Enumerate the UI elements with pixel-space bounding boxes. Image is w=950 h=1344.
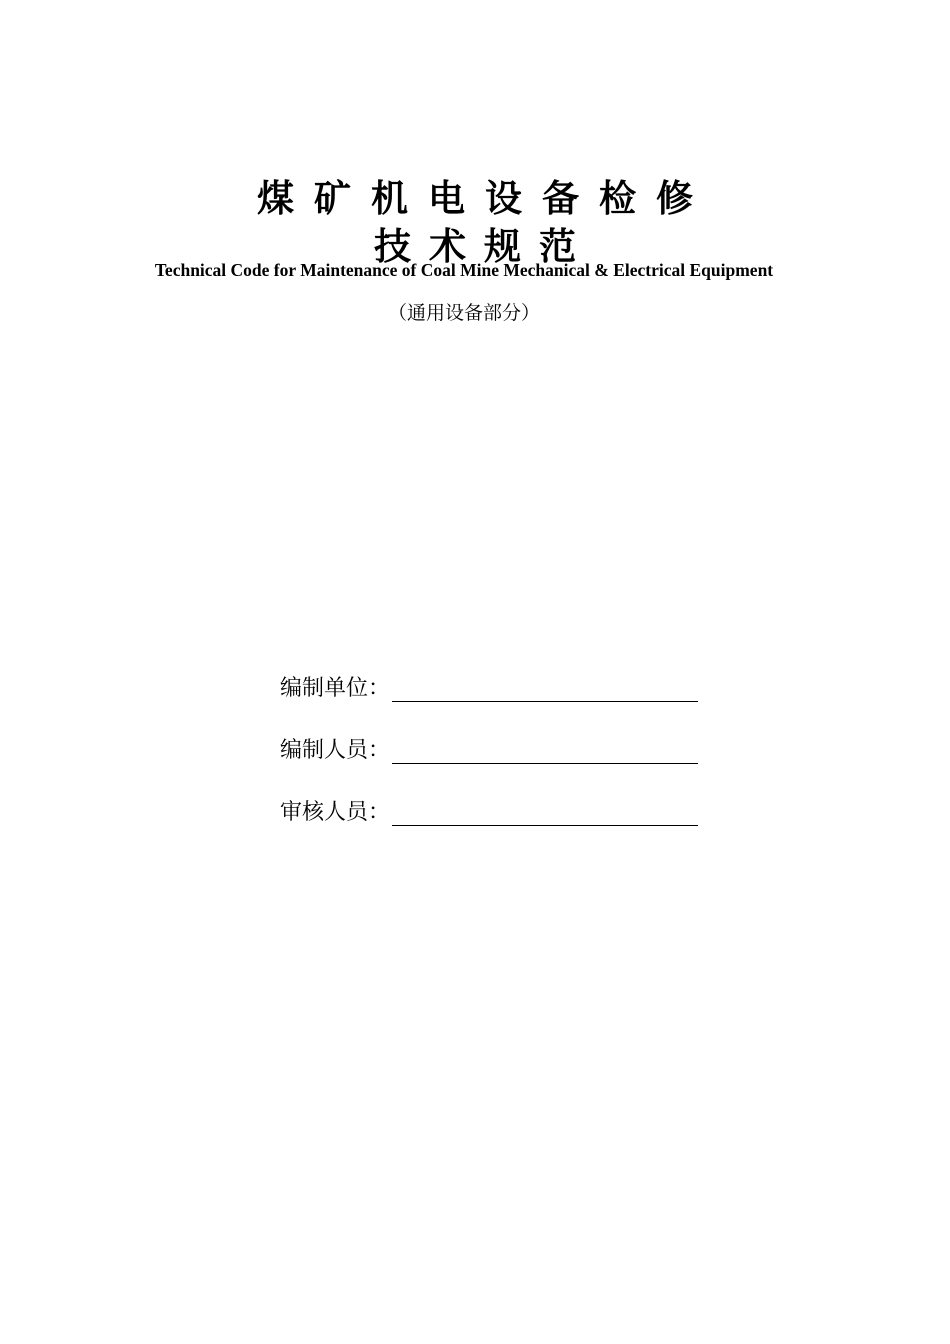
field-reviewers xyxy=(280,797,698,827)
field-compilers xyxy=(280,735,698,765)
field-label-reviewers: 审核人员： xyxy=(280,800,391,825)
field-blank-compilers[interactable] xyxy=(392,739,698,764)
field-compiling-unit xyxy=(280,673,698,703)
title-chinese-line2: 技术规范 xyxy=(374,225,594,268)
field-label-compiling-unit: 编制单位： xyxy=(280,676,391,701)
field-blank-reviewers[interactable] xyxy=(392,801,698,826)
field-blank-compiling-unit[interactable] xyxy=(392,677,698,702)
title-chinese-line1: 煤矿机电设备检修 xyxy=(257,177,713,220)
title-english: Technical Code for Maintenance of Coal Mine Mechanical & Electrical Equipment xyxy=(154,260,774,280)
subtitle: （通用设备部分） xyxy=(387,302,540,324)
field-label-compilers: 编制人员： xyxy=(280,738,391,763)
